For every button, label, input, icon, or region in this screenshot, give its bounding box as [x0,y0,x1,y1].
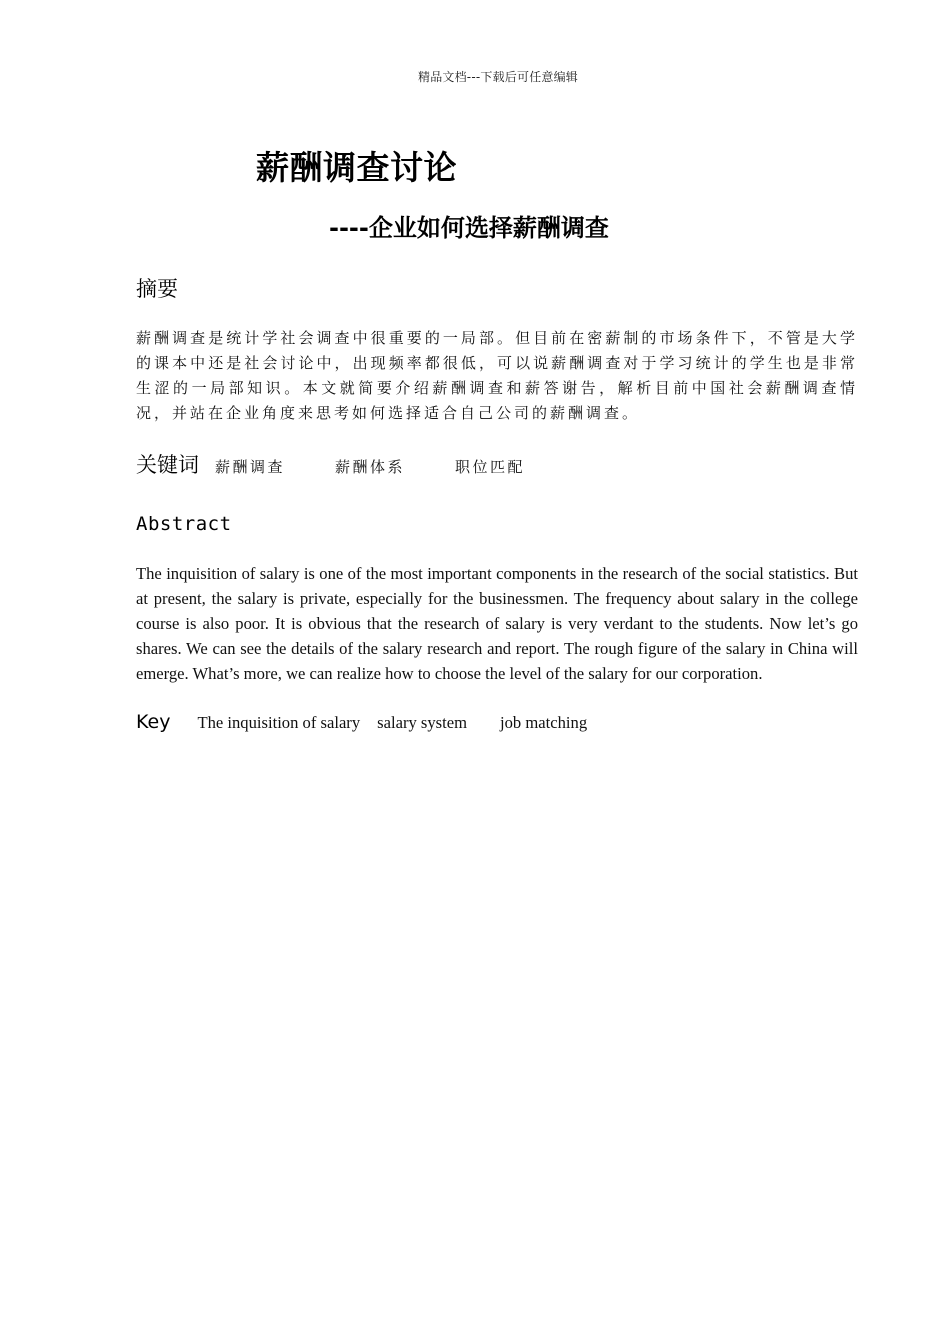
keyword-en-item: The inquisition of salary [197,713,361,732]
keyword-en-item: salary system [377,713,468,732]
abstract-cn-body: 薪酬调查是统计学社会调查中很重要的一局部。但目前在密薪制的市场条件下，不管是大学的课本中还是社会讨论中，出现频率都很低，可以说薪酬调查对于学习统计的学生也是非常生涩的一局部知识。本文就简要介绍薪酬调查和薪答谢告，解析目前中国社会薪酬调查情况，并站在企业角度来思考如何选择适合自己公司的薪酬调查。 [136,329,858,422]
keywords-cn [136,449,525,479]
abstract-cn-heading: 摘要 [136,277,178,301]
header-note: 精品文档---下载后可任意编辑 [418,70,578,84]
keyword-cn-item: 薪酬调查 [215,458,286,476]
keywords-en [136,711,587,733]
abstract-en-heading: Abstract [136,513,232,535]
keyword-cn-item: 薪酬体系 [335,458,406,476]
keyword-en-item: job matching [500,713,588,732]
keywords-en-label: Key [136,711,171,733]
abstract-en-body: The inquisition of salary is one of the most important components in the research of the social statistics. But at present, the salary is private, especially for the businessmen. The frequency about salary in the college course is also poor. It is obvious that the research of salary is very verdant to the students. Now let’s go shares. We can see the details of the salary research and report. The rough figure of the salary in China will emerge. What’s more, we can realize how to choose the level of the salary for our corporation. [136,564,858,683]
document-subtitle: ----企业如何选择薪酬调查 [329,214,609,242]
document-title: 薪酬调查讨论 [256,148,457,187]
keyword-cn-item: 职位匹配 [455,458,526,476]
keywords-cn-label: 关键词 [136,453,199,477]
